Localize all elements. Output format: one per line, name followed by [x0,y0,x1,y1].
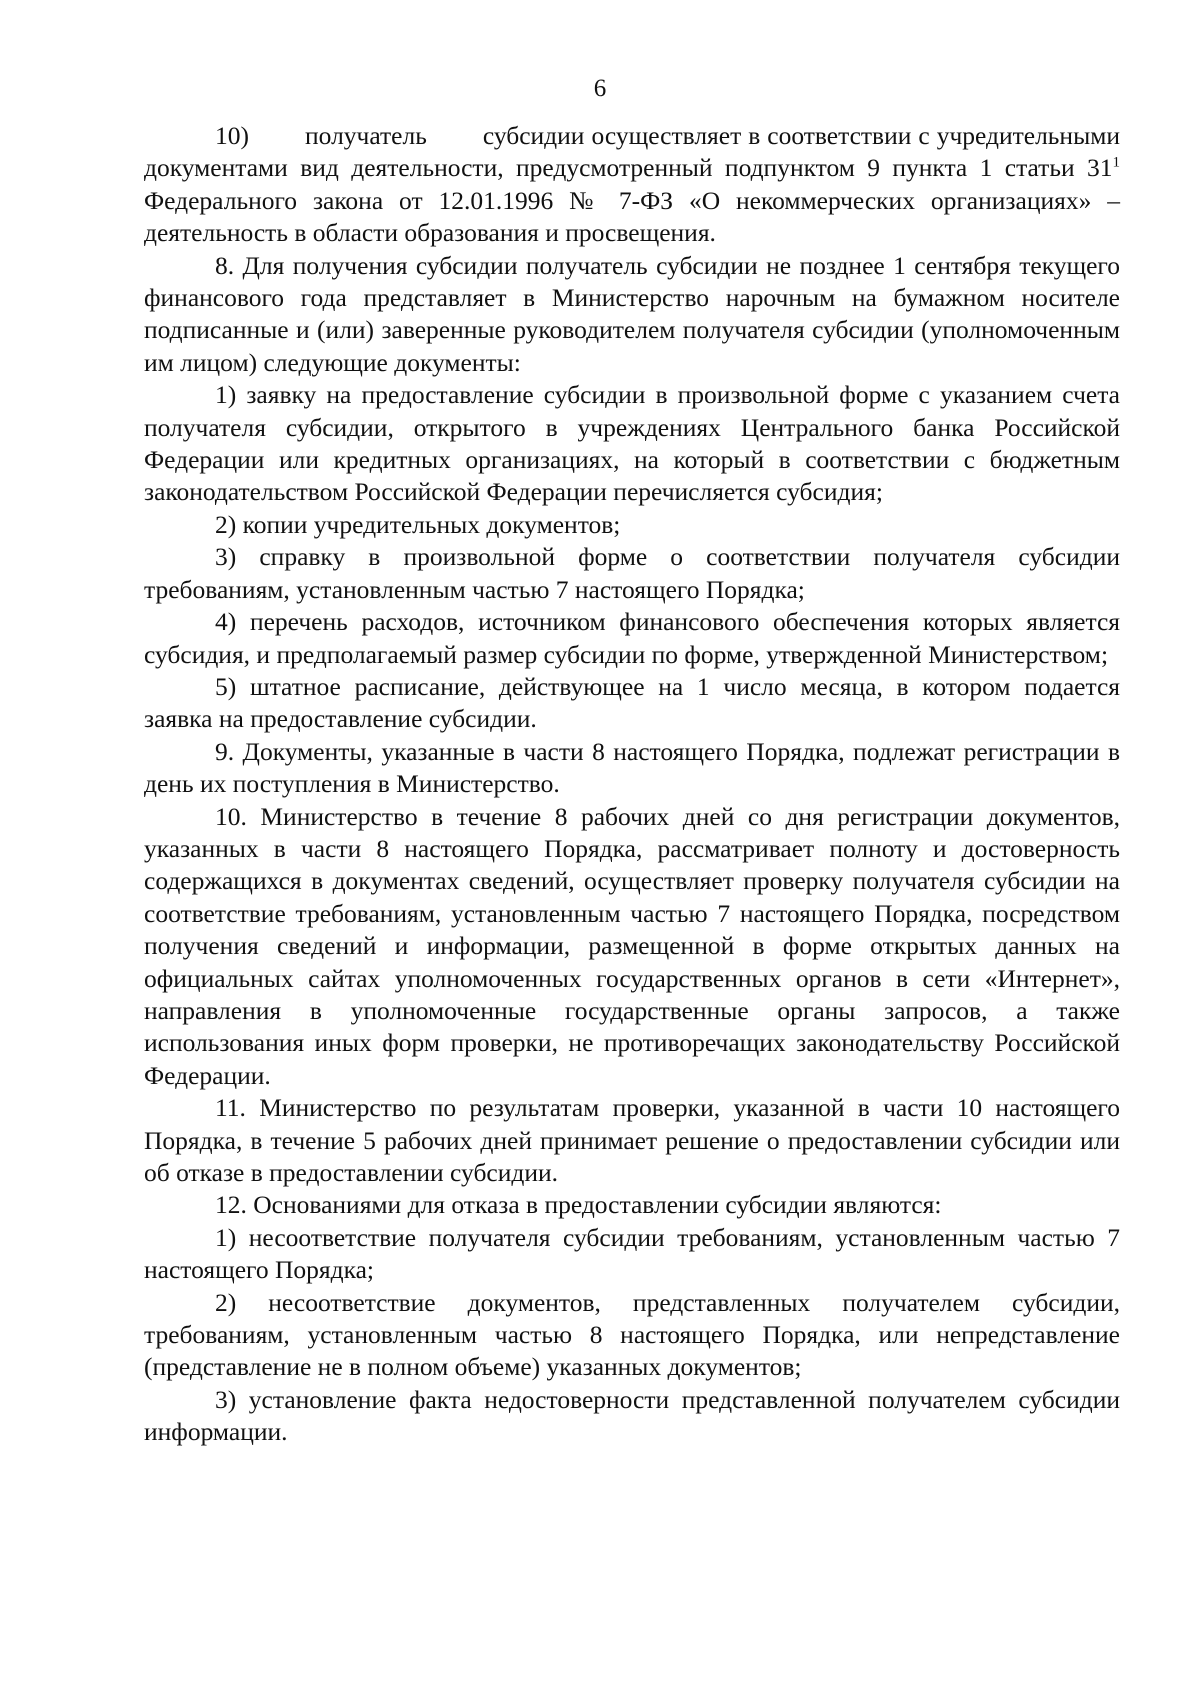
paragraph-section-12: 12. Основаниями для отказа в предоставлении субсидии являются: [215,1190,942,1220]
paragraph-section-9: 9. Документы, указанные в части 8 настоящего Порядка, подлежат регистрации в день их поступления в Министерство. [144,736,1120,799]
paragraph-item-1: 1) заявку на предоставление субсидии в произвольной форме с указанием счета получателя субсидии, открытого в учреждениях Центрального банка Российской Федерации или кредитных организациях, на который в соответствии с бюджетным законодательством Российской Федерации перечисляется субсидия; [144,380,1120,507]
paragraph-reason-3: 3) установление факта недостоверности представленной получателем субсидии информации. [144,1384,1120,1447]
page-number: 6 [593,75,607,102]
paragraph-text: 10) получатель субсидии осуществляет в соответствии с учредительными документами вид деятельности, предусмотренный подпунктом 9 пункта 1 статьи 31 [144,121,1120,183]
paragraph-item-2: 2) копии учредительных документов; [215,509,621,539]
paragraph-reason-1: 1) несоответствие получателя субсидии требованиям, установленным частью 7 настоящего Порядка; [144,1222,1120,1285]
paragraph-section-10: 10. Министерство в течение 8 рабочих дней со дня регистрации документов, указанных в части 8 настоящего Порядка, рассматривает полноту и достоверность содержащихся в документах сведений, осуществляет проверку получателя субсидии на соответствие требованиям, установленным частью 7 настоящего Порядка, посредством получения сведений и информации, размещенной в форме открытых данных на официальных сайтах уполномоченных государственных органов в сети «Интернет», направления в уполномоченные государственные органы запросов, а также использования иных форм проверки, не противоречащих законодательству Российской Федерации. [144,801,1120,1090]
paragraph-section-11: 11. Министерство по результатам проверки, указанной в части 10 настоящего Порядка, в течение 5 рабочих дней принимает решение о предоставлении субсидии или об отказе в предоставлении субсидии. [144,1093,1120,1187]
paragraph-item-4: 4) перечень расходов, источником финансового обеспечения которых является субсидия, и предполагаемый размер субсидии по форме, утвержденной Министерством; [144,607,1120,669]
paragraph-reason-2: 2) несоответствие документов, представленных получателем субсидии, требованиям, установленным частью 8 настоящего Порядка, или непредставление (представление не в полном объеме) указанных документов; [144,1287,1120,1382]
paragraph-section-8: 8. Для получения субсидии получатель субсидии не позднее 1 сентября текущего финансового года представляет в Министерство нарочным на бумажном носителе подписанные и (или) заверенные руководителем получателя субсидии (уполномоченным им лицом) следующие документы: [144,250,1120,377]
document-body [144,120,1120,1449]
paragraph-text: Федерального закона от 12.01.1996 № 7-ФЗ «О некоммерческих организациях» – деятельность в области образования и просвещения. [144,185,1120,248]
paragraph-item-3: 3) справку в произвольной форме о соответствии получателя субсидии требованиям, установленным частью 7 настоящего Порядка; [144,542,1120,604]
paragraph-item-5: 5) штатное расписание, действующее на 1 число месяца, в котором подается заявка на предоставление субсидии. [144,671,1120,734]
paragraph-item-10 [144,120,1120,250]
superscript: 1 [1112,154,1120,171]
